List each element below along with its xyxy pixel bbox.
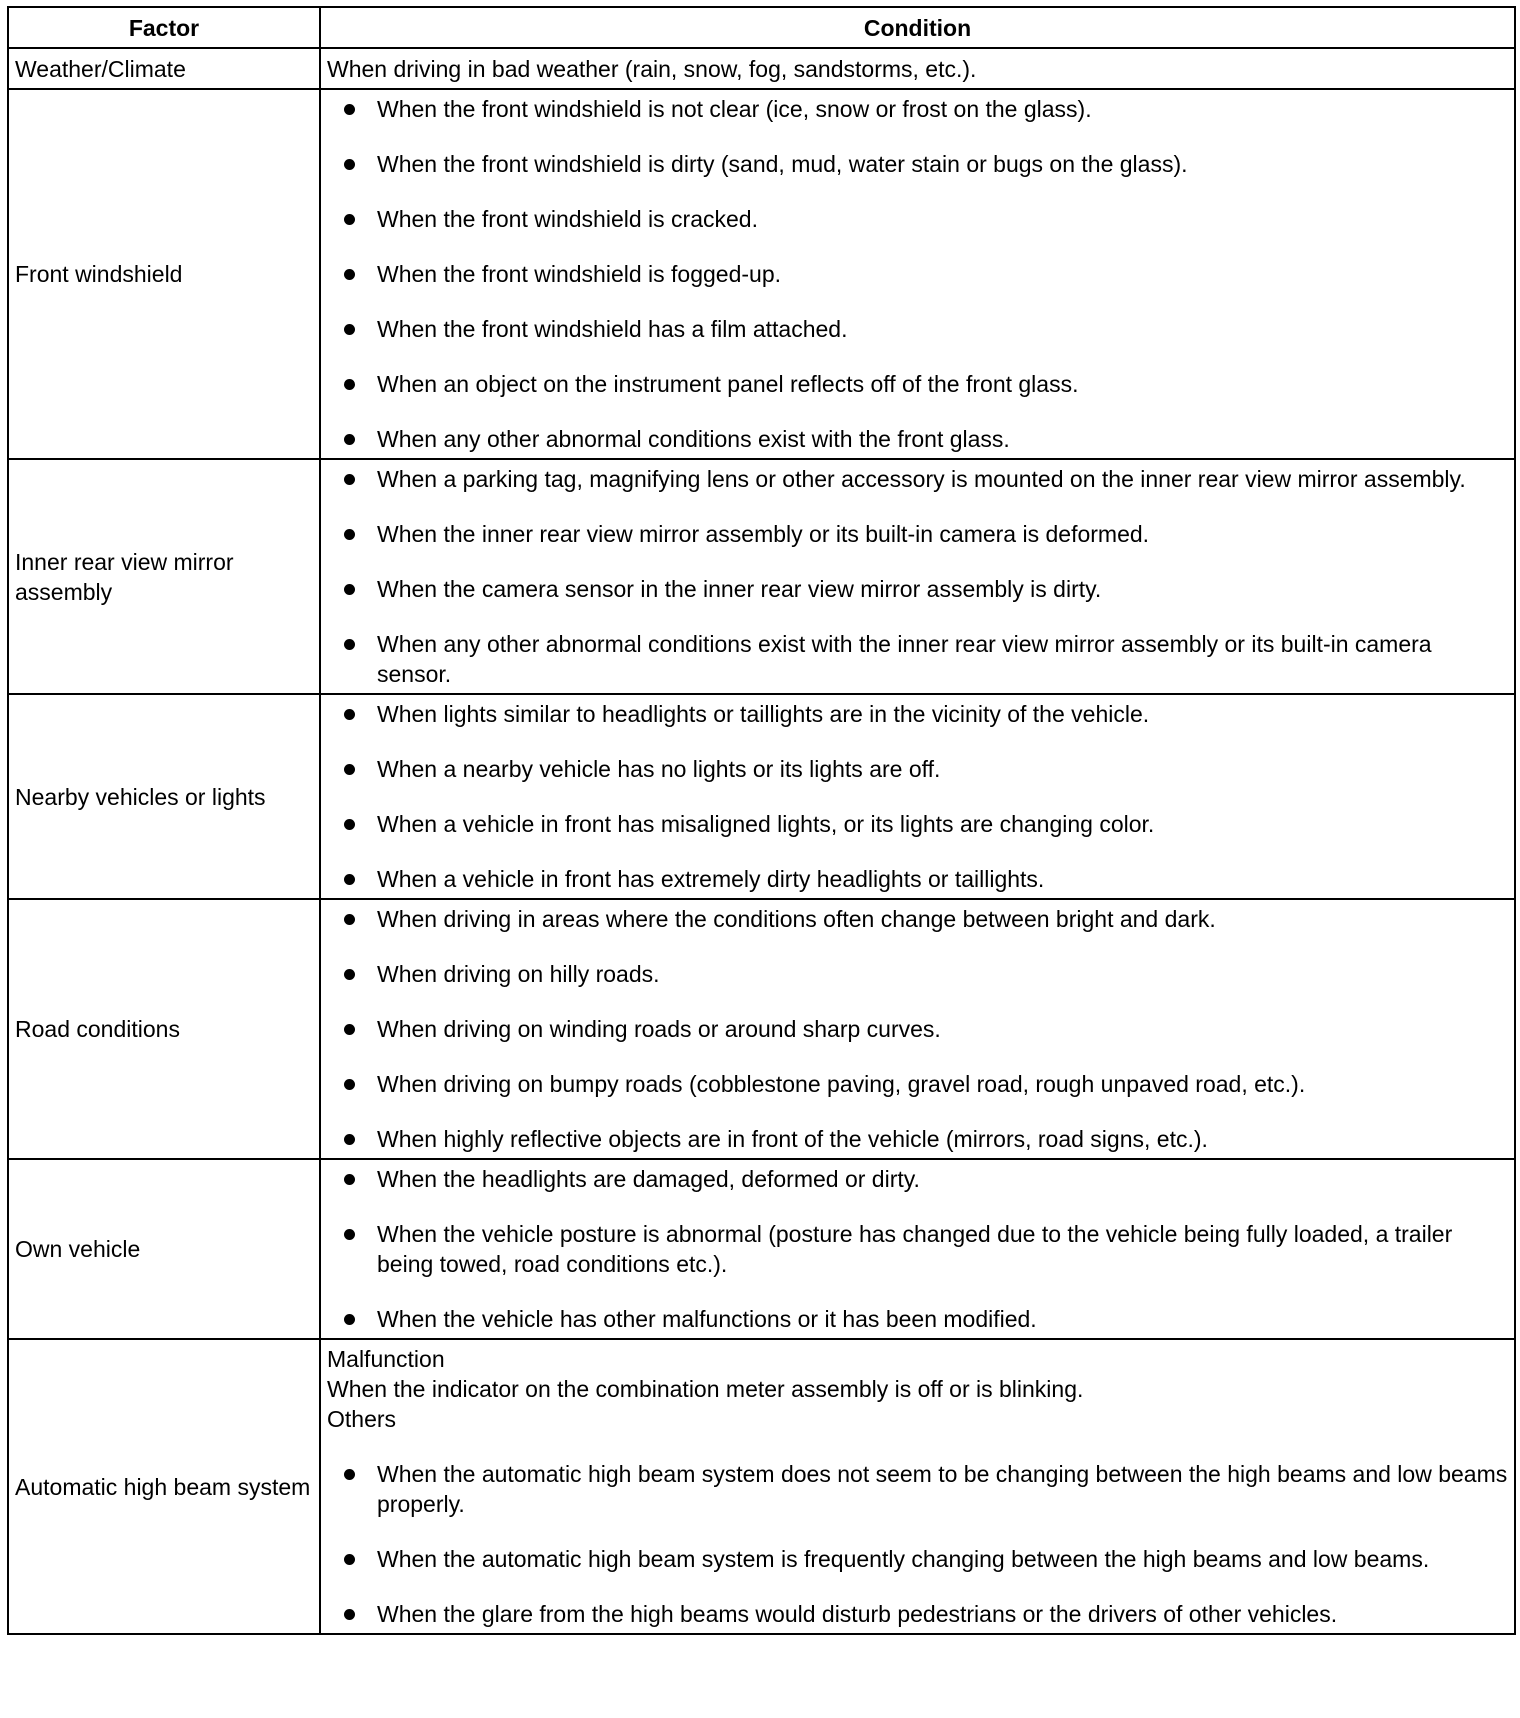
condition-cell bbox=[320, 48, 1515, 89]
spacer bbox=[327, 1434, 1508, 1459]
condition-text: When driving in bad weather (rain, snow, fog, sandstorms, etc.). bbox=[327, 55, 977, 82]
condition-list bbox=[327, 1459, 1508, 1629]
bullet-item: When highly reflective objects are in front of the vehicle (mirrors, road signs, etc.). bbox=[327, 1124, 1508, 1154]
bullet-item: When any other abnormal conditions exist with the inner rear view mirror assembly or its built-in camera sensor. bbox=[327, 629, 1508, 689]
bullet-item: When the inner rear view mirror assembly or its built-in camera is deformed. bbox=[327, 519, 1508, 549]
condition-list bbox=[327, 699, 1508, 894]
bullet-item: When driving on winding roads or around sharp curves. bbox=[327, 1014, 1508, 1044]
bullet-item: When driving on hilly roads. bbox=[327, 959, 1508, 989]
bullet-item: When driving in areas where the conditions often change between bright and dark. bbox=[327, 904, 1508, 934]
condition-cell bbox=[320, 1339, 1515, 1634]
bullet-item: When a vehicle in front has misaligned lights, or its lights are changing color. bbox=[327, 809, 1508, 839]
bullet-item: When lights similar to headlights or taillights are in the vicinity of the vehicle. bbox=[327, 699, 1508, 729]
factor-header: Factor bbox=[8, 7, 320, 48]
table-row bbox=[8, 89, 1515, 459]
bullet-item: When the automatic high beam system does not seem to be changing between the high beams and low beams properly. bbox=[327, 1459, 1508, 1519]
factor-cell: Road conditions bbox=[8, 899, 320, 1159]
conditions-table bbox=[7, 6, 1516, 1635]
condition-cell bbox=[320, 89, 1515, 459]
others-label: Others bbox=[327, 1406, 397, 1432]
table-row bbox=[8, 48, 1515, 89]
condition-list bbox=[327, 1164, 1508, 1334]
factor-cell: Weather/Climate bbox=[8, 48, 320, 89]
factor-cell: Front windshield bbox=[8, 89, 320, 459]
factor-cell: Own vehicle bbox=[8, 1159, 320, 1339]
condition-header: Condition bbox=[320, 7, 1515, 48]
bullet-item: When any other abnormal conditions exist with the front glass. bbox=[327, 424, 1508, 454]
condition-list bbox=[327, 904, 1508, 1154]
condition-list bbox=[327, 464, 1508, 689]
bullet-item: When the camera sensor in the inner rear view mirror assembly is dirty. bbox=[327, 574, 1508, 604]
table-row bbox=[8, 899, 1515, 1159]
bullet-item: When an object on the instrument panel reflects off of the front glass. bbox=[327, 369, 1508, 399]
bullet-item: When the front windshield is not clear (ice, snow or frost on the glass). bbox=[327, 94, 1508, 124]
bullet-item: When the front windshield is fogged-up. bbox=[327, 259, 1508, 289]
bullet-item: When the automatic high beam system is frequently changing between the high beams and low beams. bbox=[327, 1544, 1508, 1574]
bullet-item: When a nearby vehicle has no lights or its lights are off. bbox=[327, 754, 1508, 784]
condition-cell bbox=[320, 694, 1515, 899]
table-row bbox=[8, 459, 1515, 694]
table-row bbox=[8, 1159, 1515, 1339]
factor-cell: Inner rear view mirror assembly bbox=[8, 459, 320, 694]
factor-cell: Nearby vehicles or lights bbox=[8, 694, 320, 899]
table-row bbox=[8, 694, 1515, 899]
bullet-item: When the front windshield has a film attached. bbox=[327, 314, 1508, 344]
table-row bbox=[8, 1339, 1515, 1634]
condition-cell bbox=[320, 459, 1515, 694]
bullet-item: When driving on bumpy roads (cobblestone paving, gravel road, rough unpaved road, etc.). bbox=[327, 1069, 1508, 1099]
bullet-item: When the headlights are damaged, deformed or dirty. bbox=[327, 1164, 1508, 1194]
table-header-row bbox=[8, 7, 1515, 48]
bullet-item: When the front windshield is cracked. bbox=[327, 204, 1508, 234]
malfunction-label: Malfunction bbox=[327, 1346, 445, 1372]
condition-cell bbox=[320, 899, 1515, 1159]
factor-cell: Automatic high beam system bbox=[8, 1339, 320, 1634]
bullet-item: When a parking tag, magnifying lens or other accessory is mounted on the inner rear view mirror assembly. bbox=[327, 464, 1508, 494]
bullet-item: When the vehicle posture is abnormal (posture has changed due to the vehicle being fully loaded, a trailer being towed, road conditions etc.). bbox=[327, 1219, 1508, 1279]
bullet-item: When the front windshield is dirty (sand, mud, water stain or bugs on the glass). bbox=[327, 149, 1508, 179]
condition-cell bbox=[320, 1159, 1515, 1339]
bullet-item: When the vehicle has other malfunctions or it has been modified. bbox=[327, 1304, 1508, 1334]
bullet-item: When the glare from the high beams would disturb pedestrians or the drivers of other vehicles. bbox=[327, 1599, 1508, 1629]
malfunction-text: When the indicator on the combination meter assembly is off or is blinking. bbox=[327, 1376, 1084, 1402]
bullet-item: When a vehicle in front has extremely dirty headlights or taillights. bbox=[327, 864, 1508, 894]
condition-list bbox=[327, 94, 1508, 454]
